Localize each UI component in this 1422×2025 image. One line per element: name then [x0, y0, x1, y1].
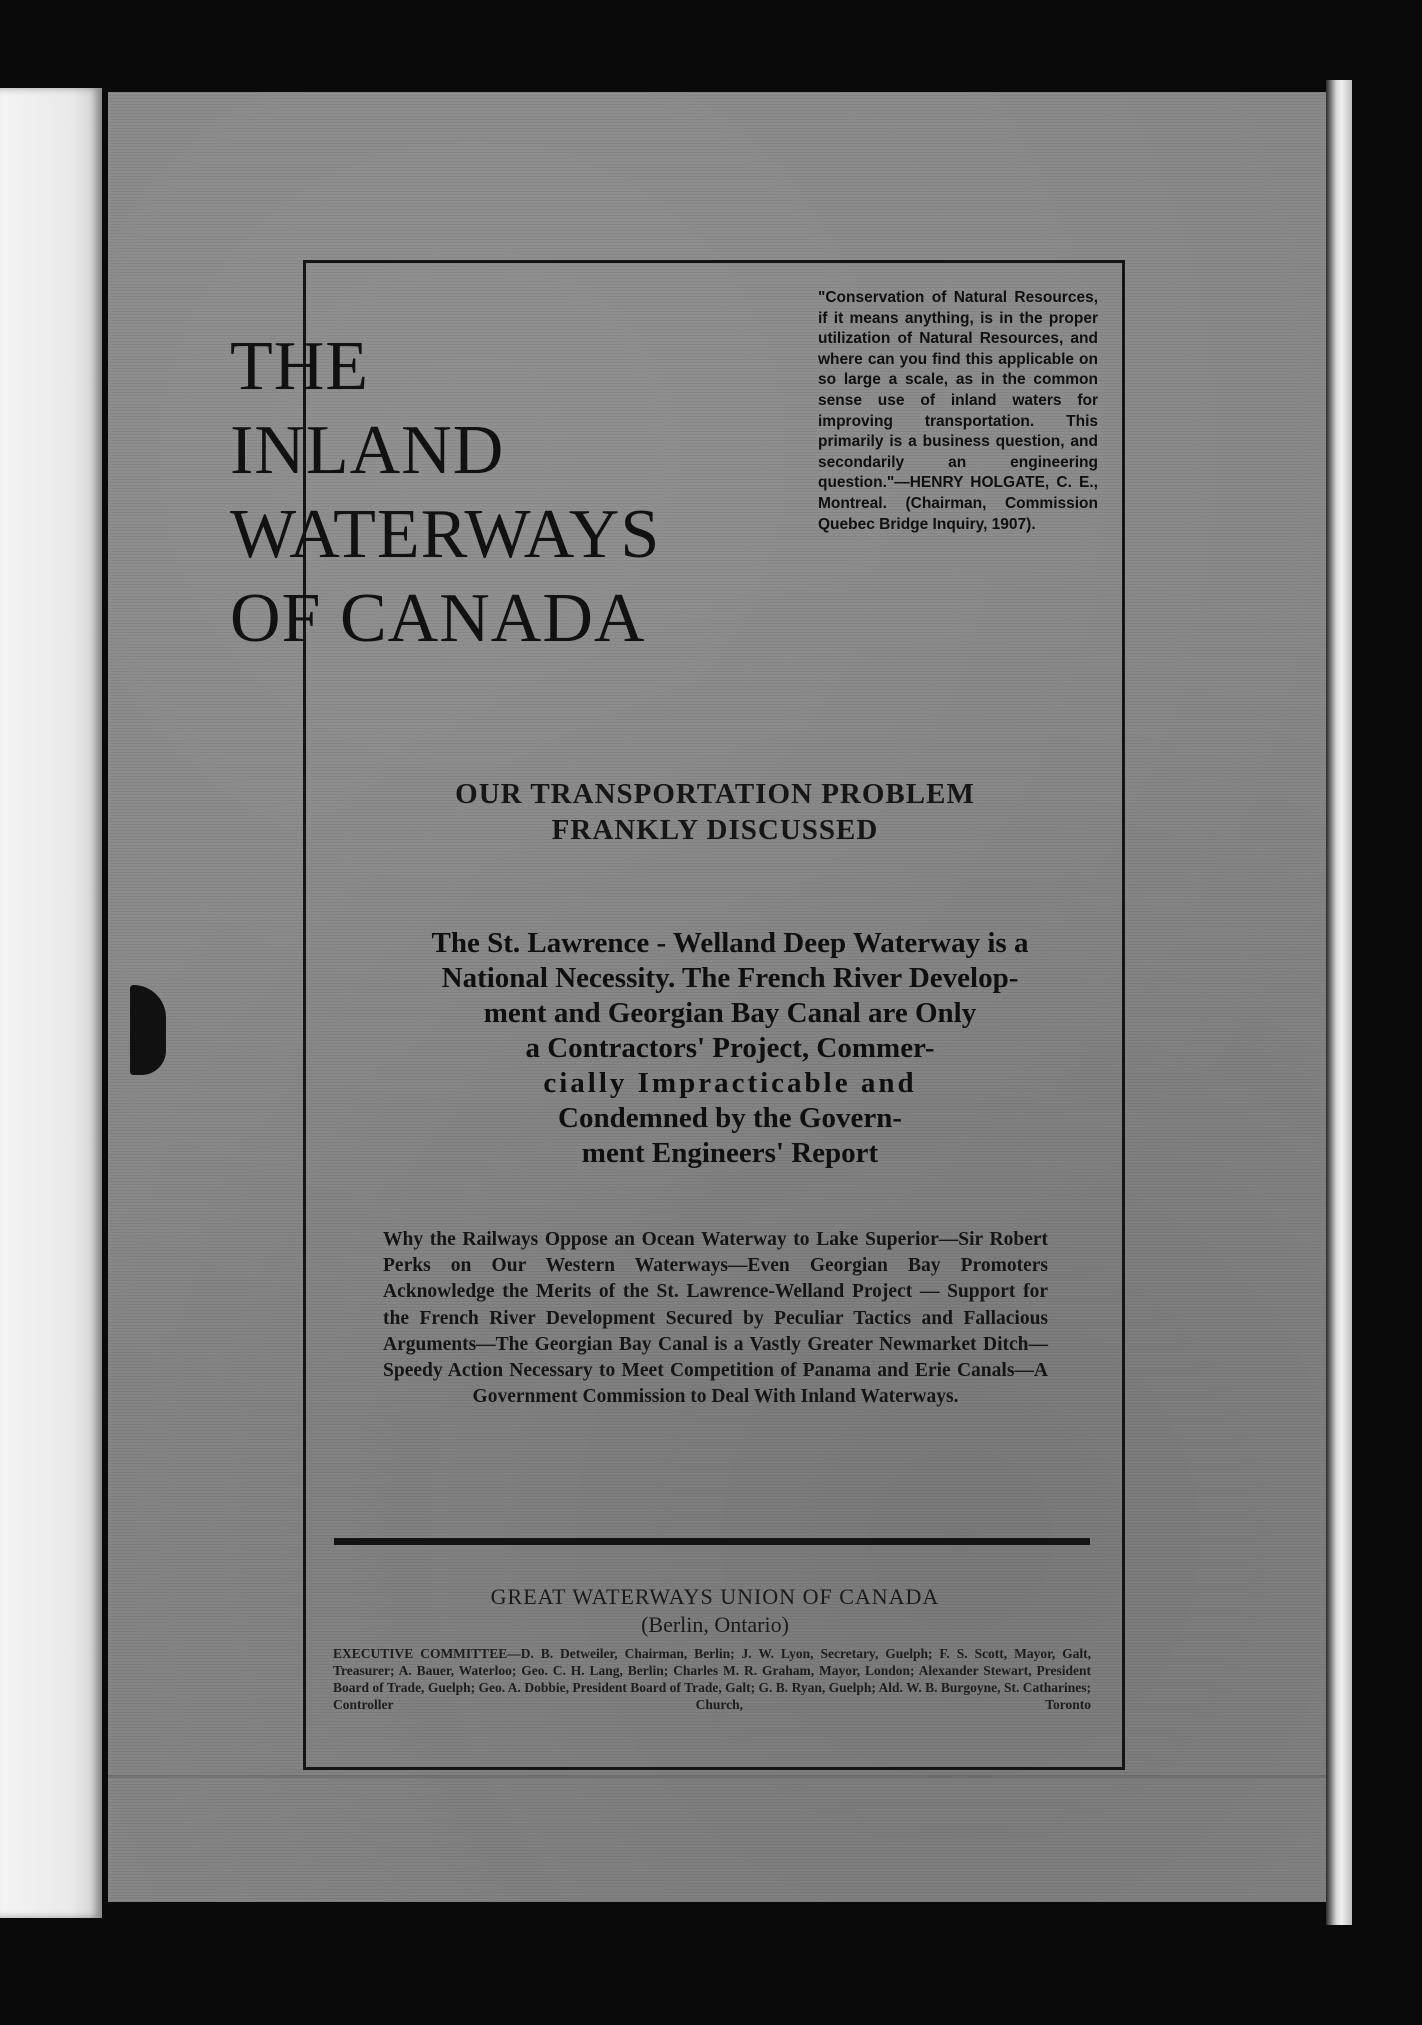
lower-fold-line: [108, 1775, 1326, 1778]
title-line: THE: [230, 328, 370, 405]
lead-line: The St. Lawrence - Welland Deep Waterway is a: [431, 927, 1029, 959]
subheading-line: FRANKLY DISCUSSED: [551, 814, 879, 846]
title-line: WATERWAYS: [230, 496, 661, 573]
executive-committee: EXECUTIVE COMMITTEE—D. B. Detweiler, Chairman, Berlin; J. W. Lyon, Secretary, Guelph; F. S. Scott, Mayor, Galt, Treasurer; A. Bauer, Waterloo; Geo. C. H. Lang, Berlin; Charles M. R. Graham, Mayor, London; Alexander Stewart, President Board of Trade, Guelph; Geo. A. Dobbie, President Board of Trade, Galt; G. B. Ryan, Guelph; Ald. W. B. Burgoyne, St. Catharines; Controller Church, Toronto: [333, 1646, 1091, 1712]
title-line: OF CANADA: [230, 580, 646, 657]
lead-line: National Necessity. The French River Develop-: [441, 962, 1019, 994]
contents-summary: Why the Railways Oppose an Ocean Waterway to Lake Superior—Sir Robert Perks on Our Western Waterways—Even Georgian Bay Promoters Acknowledge the Merits of the St. Lawrence-Welland Project — Support for the French River Development Secured by Peculiar Tactics and Fallacious Arguments—The Georgian Bay Canal is a Vastly Greater Newmarket Ditch—Speedy Action Necessary to Meet Competition of Panama and Erie Canals—A Government Commission to Deal With Inland Waterways.: [383, 1229, 1048, 1408]
cover-title: [230, 325, 660, 661]
lead-line: a Contractors' Project, Commer-: [525, 1032, 935, 1064]
union-name: GREAT WATERWAYS UNION OF CANADA: [490, 1584, 940, 1609]
lead-line: Condemned by the Govern-: [558, 1102, 902, 1134]
lead-statement: [330, 926, 1130, 1171]
subheading: [330, 776, 1100, 848]
union-location: (Berlin, Ontario): [641, 1612, 789, 1637]
divider-rule: [334, 1538, 1090, 1545]
title-line: INLAND: [230, 412, 505, 489]
epigraph-quote: "Conservation of Natural Resources, if it means anything, is in the proper utilization of Natural Resources, and where can you find this applicable on so large a scale, as in the common sense use of inland waters for improving transportation. This primarily is a business question, and secondarily an engineering question."—HENRY HOLGATE, C. E., Montreal. (Chairman, Commission Quebec Bridge Inquiry, 1907).: [818, 289, 1098, 533]
lead-line: cially Impracticable and: [543, 1067, 917, 1099]
left-page-edge: [0, 88, 102, 1918]
subheading-line: OUR TRANSPORTATION PROBLEM: [455, 778, 975, 810]
right-page-edge: [1326, 80, 1352, 1925]
lead-line: ment and Georgian Bay Canal are Only: [483, 997, 977, 1029]
lead-line: ment Engineers' Report: [581, 1137, 879, 1169]
